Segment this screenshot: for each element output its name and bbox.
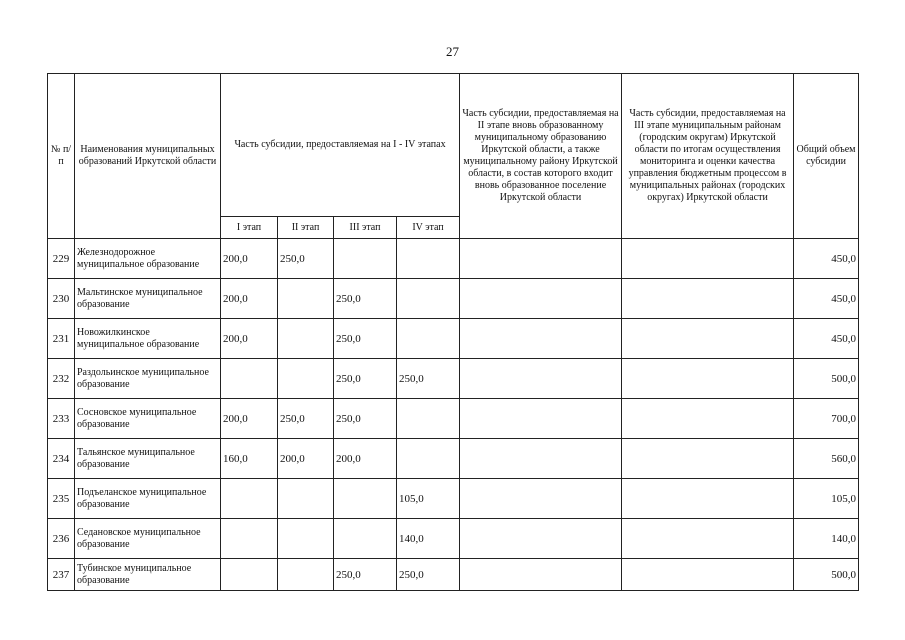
table-header — [48, 74, 859, 239]
row-stage-3: 250,0 — [334, 559, 397, 591]
row-stage-4: 105,0 — [397, 479, 460, 519]
row-num: 231 — [48, 319, 75, 359]
page-number: 27 — [446, 44, 459, 59]
row-num: 233 — [48, 399, 75, 439]
table-body — [48, 239, 859, 591]
row-stage-4: 140,0 — [397, 519, 460, 559]
header-stage-4: IV этап — [397, 217, 460, 239]
row-stage-4 — [397, 279, 460, 319]
row-stage-2 — [278, 559, 334, 591]
row-stage-ii-new — [460, 479, 622, 519]
row-stage-4: 250,0 — [397, 559, 460, 591]
header-total: Общий объем субсидии — [794, 74, 859, 239]
row-total: 450,0 — [794, 239, 859, 279]
row-stage-1 — [221, 559, 278, 591]
table-row — [48, 239, 859, 279]
row-stage-ii-new — [460, 439, 622, 479]
row-stage-2: 250,0 — [278, 399, 334, 439]
header-stage-3: III этап — [334, 217, 397, 239]
row-stage-iii — [622, 359, 794, 399]
row-stage-ii-new — [460, 399, 622, 439]
row-stage-3 — [334, 479, 397, 519]
row-name: Раздольинское муниципальное образование — [75, 359, 221, 399]
row-stage-4 — [397, 319, 460, 359]
row-name: Тальянское муниципальное образование — [75, 439, 221, 479]
table-row — [48, 559, 859, 591]
row-stage-ii-new — [460, 279, 622, 319]
row-stage-iii — [622, 279, 794, 319]
row-stage-2 — [278, 519, 334, 559]
row-stage-1 — [221, 359, 278, 399]
table-row — [48, 479, 859, 519]
table-row — [48, 319, 859, 359]
row-num: 234 — [48, 439, 75, 479]
row-name: Мальтинское муниципальное образование — [75, 279, 221, 319]
row-stage-1: 200,0 — [221, 239, 278, 279]
table-row — [48, 359, 859, 399]
row-stage-1 — [221, 519, 278, 559]
row-stage-iii — [622, 479, 794, 519]
row-stage-iii — [622, 559, 794, 591]
table-row — [48, 399, 859, 439]
row-name: Тубинское муниципальное образование — [75, 559, 221, 591]
row-name: Железнодорожное муниципальное образование — [75, 239, 221, 279]
table-row — [48, 519, 859, 559]
row-total: 700,0 — [794, 399, 859, 439]
row-stage-iii — [622, 319, 794, 359]
row-stage-1: 160,0 — [221, 439, 278, 479]
row-total: 105,0 — [794, 479, 859, 519]
row-stage-4 — [397, 439, 460, 479]
row-stage-4 — [397, 399, 460, 439]
subsidy-table — [47, 73, 859, 591]
row-stage-3: 250,0 — [334, 279, 397, 319]
row-stage-iii — [622, 439, 794, 479]
header-stage-2: II этап — [278, 217, 334, 239]
row-stage-2: 200,0 — [278, 439, 334, 479]
row-stage-ii-new — [460, 239, 622, 279]
header-stages-group: Часть субсидии, предоставляемая на I - IV этапах — [221, 74, 460, 217]
row-stage-1: 200,0 — [221, 399, 278, 439]
row-total: 450,0 — [794, 319, 859, 359]
row-total: 500,0 — [794, 559, 859, 591]
row-total: 140,0 — [794, 519, 859, 559]
row-num: 235 — [48, 479, 75, 519]
row-stage-4: 250,0 — [397, 359, 460, 399]
row-total: 560,0 — [794, 439, 859, 479]
row-name: Сосновское муниципальное образование — [75, 399, 221, 439]
table-row — [48, 279, 859, 319]
row-stage-2 — [278, 319, 334, 359]
row-name: Подъеланское муниципальное образование — [75, 479, 221, 519]
row-stage-2 — [278, 479, 334, 519]
row-stage-iii — [622, 519, 794, 559]
row-stage-3 — [334, 519, 397, 559]
header-stage-1: I этап — [221, 217, 278, 239]
row-stage-2: 250,0 — [278, 239, 334, 279]
row-num: 229 — [48, 239, 75, 279]
row-stage-ii-new — [460, 319, 622, 359]
row-num: 232 — [48, 359, 75, 399]
row-stage-4 — [397, 239, 460, 279]
row-stage-iii — [622, 239, 794, 279]
row-stage-ii-new — [460, 359, 622, 399]
row-stage-2 — [278, 359, 334, 399]
header-stage-ii-new: Часть субсидии, предоставляемая на II этапе вновь образованному муниципальному образованию Иркутской области, а также муниципальному району Иркутской области, в состав которого входит вновь образованное поселение Иркутской области — [460, 74, 622, 239]
row-stage-1 — [221, 479, 278, 519]
row-stage-3: 200,0 — [334, 439, 397, 479]
row-stage-3: 250,0 — [334, 399, 397, 439]
header-stage-iii: Часть субсидии, предоставляемая на III этапе муниципальным районам (городским округам) Иркутской области по итогам осуществления мониторинга и оценки качества управления бюджетным процессом в муниципальных районах (городских округах) Иркутской области — [622, 74, 794, 239]
row-name: Седановское муниципальное образование — [75, 519, 221, 559]
row-stage-ii-new — [460, 519, 622, 559]
row-stage-2 — [278, 279, 334, 319]
row-stage-ii-new — [460, 559, 622, 591]
row-stage-iii — [622, 399, 794, 439]
row-num: 236 — [48, 519, 75, 559]
row-name: Новожилкинское муниципальное образование — [75, 319, 221, 359]
header-num: № п/п — [48, 74, 75, 239]
table-row — [48, 439, 859, 479]
row-total: 450,0 — [794, 279, 859, 319]
row-num: 230 — [48, 279, 75, 319]
row-total: 500,0 — [794, 359, 859, 399]
header-name: Наименования муниципальных образований Иркутской области — [75, 74, 221, 239]
row-stage-1: 200,0 — [221, 279, 278, 319]
row-stage-3 — [334, 239, 397, 279]
row-stage-1: 200,0 — [221, 319, 278, 359]
row-stage-3: 250,0 — [334, 319, 397, 359]
row-num: 237 — [48, 559, 75, 591]
row-stage-3: 250,0 — [334, 359, 397, 399]
